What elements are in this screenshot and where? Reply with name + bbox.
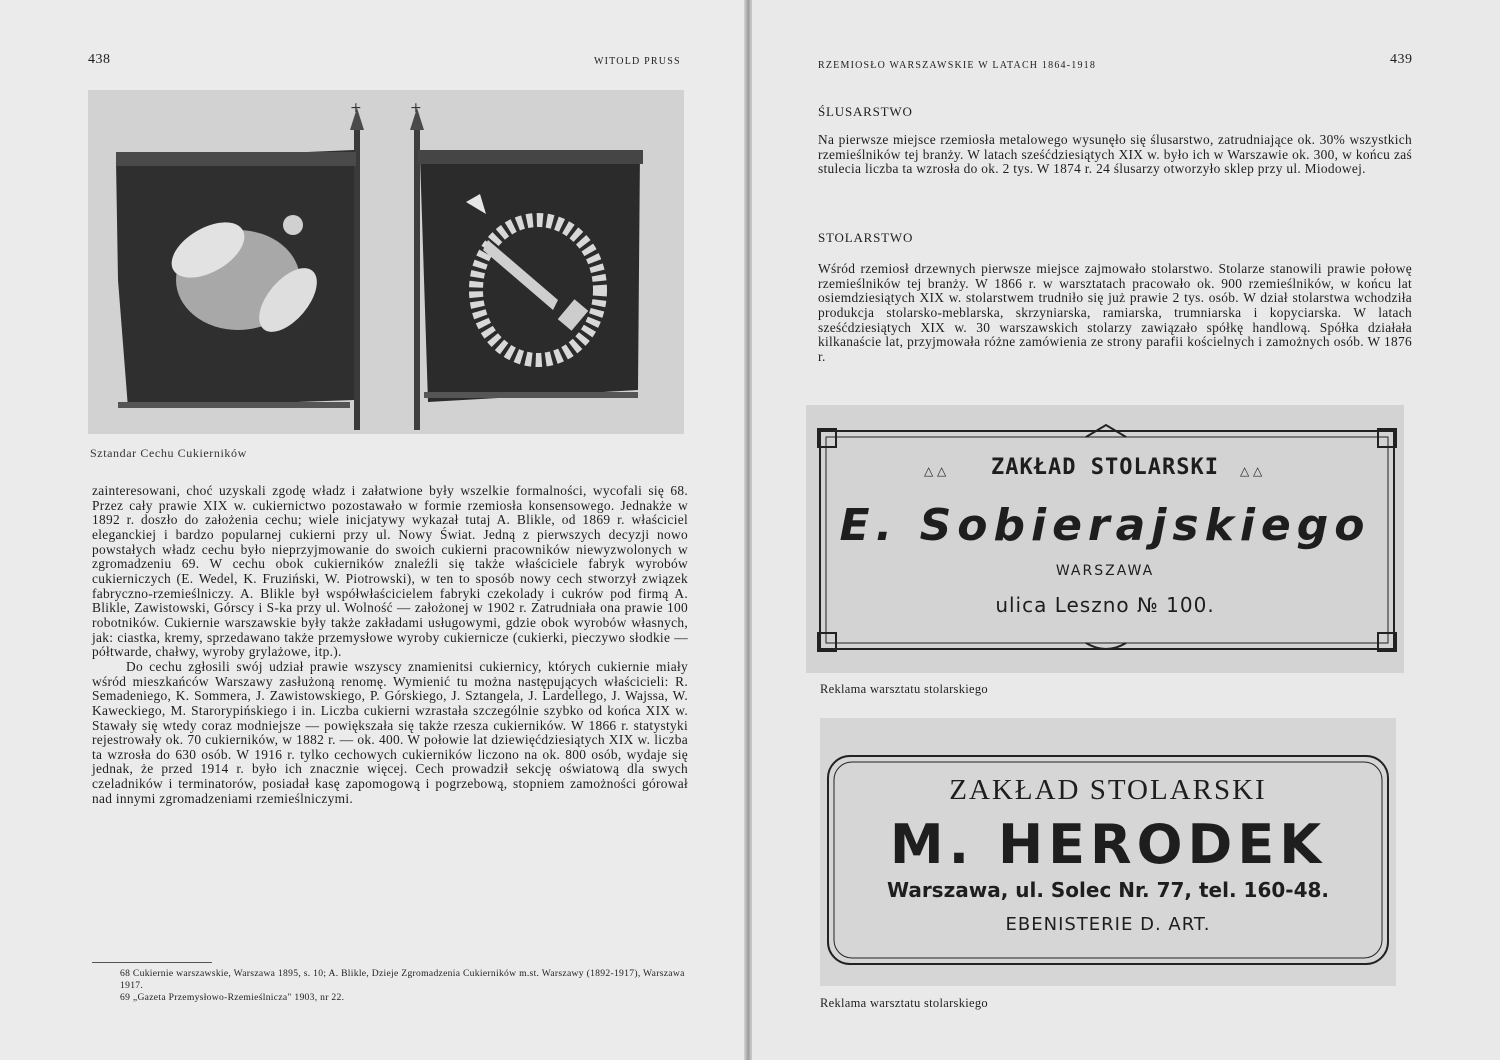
ad2-name: M. HERODEK (889, 813, 1327, 876)
ad2-caption: Reklama warsztatu stolarskiego (820, 996, 988, 1010)
ad1-title: ZAKŁAD STOLARSKI (991, 455, 1219, 480)
ad1-name: E. Sobierajskiego (839, 500, 1371, 551)
footnote-rule (92, 962, 212, 963)
section-heading-stolarstwo: STOLARSTWO (818, 230, 914, 245)
guild-banner-photo (88, 90, 684, 434)
svg-text:+: + (350, 100, 362, 116)
section-text-stolarstwo (818, 262, 1412, 365)
footnote-68: 68 Cukiernie warszawskie, Warszawa 1895, s. 10; A. Blikle, Dzieje Zgromadzenia Cukierników m.st. Warszawy (1892-1917), Warszawa 1917. (120, 968, 685, 991)
ad2-title: ZAKŁAD STOLARSKI (949, 774, 1267, 806)
svg-text:△ △: △ △ (924, 464, 947, 478)
ad1-city: WARSZAWA (1055, 563, 1155, 579)
left-body-text (92, 484, 688, 806)
ad1-street: ulica Leszno № 100. (995, 593, 1215, 617)
paragraph: Na pierwsze miejsce rzemiosła metalowego wysunęło się ślusarstwo, zatrudniające ok. 30% wszystkich rzemieślników tej branży. W latach sześćdziesiątych XIX w. było ich w Warszawie ok. 300, w końcu zaś stulecia liczba ta wzrosła do ok. 2 tys. W 1874 r. 24 ślusarzy otworzyło sklep przy ul. Miodowej. (818, 132, 1412, 177)
left-page (0, 0, 748, 1060)
figure-caption-banner: Sztandar Cechu Cukierników (90, 446, 247, 460)
running-head-left: WITOLD PRUSS (594, 56, 681, 67)
svg-text:△ △: △ △ (1240, 464, 1263, 478)
paragraph: Wśród rzemiosł drzewnych pierwsze miejsce zajmowało stolarstwo. Stolarze stanowili prawie połowę rzemieślników tej branży. W 1866 r. w warsztatach pracowało ok. 900 rzemieślników, w końcu lat osiemdziesiątych XIX w. stolarstwem trudniło się już prawie 2 tys. osób. W dział stolarstwa wchodziła produkcja stolarsko-meblarska, skrzyniarska, ramiarska, trumniarska i kopyciarska. W latach sześćdziesiątych XIX w. 30 warszawskich stolarzy zawiązało spółkę handlową. Spółka działała kilkanaście lat, przyjmowała różne zamówienia ze strony parafii kościelnych i zamożnych osób. W 1876 r. (818, 261, 1412, 364)
advertisement-herodek (820, 718, 1396, 986)
footnote-69: 69 „Gazeta Przemysłowo-Rzemieślnicza" 1903, nr 22. (120, 992, 345, 1003)
ad1-caption: Reklama warsztatu stolarskiego (820, 682, 988, 696)
paragraph: Do cechu zgłosili swój udział prawie wszyscy znamienitsi cukiernicy, których cukiernie miały wśród mieszkańców Warszawy zasłużoną renomę. Wymienić tu można następujących właścicieli: R. Semadeniego, K. Sommera, J. Zawistowskiego, P. Górskiego, J. Sztangela, J. Lardellego, J. Wajssa, W. Kaweckiego, M. Starorypińskiego i in. Liczba cukierni wzrastała szczególnie szybko od końca XIX w. Stawały się wtedy coraz modniejsze — powiększała się także rzesza cukierników. W 1866 r. statystyki rejestrowały ok. 70 cukierników, w 1882 r. — ok. 400. W połowie lat dziewięćdziesiątych XIX w. liczba ta wzrosła do 630 osób. W 1916 r. tylko cechowych cukierników liczono na ok. 800 osób, wydaje się jednak, że przed 1914 r. było ich znacznie więcej. Cech prowadził sekcję oświatową dla swych czeladników i terminatorów, posiadał kasę zapomogową i pogrzebową, stopniem zamożności górował nad innymi zgromadzeniami rzemieślniczymi. (92, 658, 688, 806)
ad2-extra: EBENISTERIE D. ART. (1005, 914, 1211, 935)
page-number-left: 438 (88, 52, 111, 67)
svg-text:+: + (410, 100, 422, 116)
section-text-slusarstwo (818, 133, 1412, 177)
section-heading-slusarstwo: ŚLUSARSTWO (818, 104, 913, 119)
page-number-right: 439 (1390, 52, 1413, 67)
footnotes (120, 968, 690, 1004)
paragraph: zainteresowani, choć uzyskali zgodę władz i załatwione były wszelkie formalności, wycofali się 68. Przez cały prawie XIX w. cukiernictwo pozostawało w formie rzemiosła konsensowego. Jednakże w 1892 r. doszło do założenia cechu; wiele inicjatywy wykazał tutaj A. Blikle, od 1869 r. właściciel eleganckiej i bardzo popularnej cukierni przy ul. Nowy Świat. Jedną z pierwszych decyzji nowo powstałych władz cechu było nieprzyjmowanie do swoich cukierni pracowników niewyzwolonych w zgromadzeniu 69. W cechu obok cukierników znaleźli się także właściciele fabryk wyrobów cukierniczych (E. Wedel, K. Fruziński, W. Piotrowski), w ten to sposób nowy cech stworzył związek fabryczno-rzemieślniczy. A. Blikle był współwłaścicielem fabryki czekolady i cukrów pod firmą A. Blikle, Zawistowski, Górscy i S-ka przy ul. Wolność — założonej w 1902 r. Zatrudniała ona prawie 100 robotników. Cukiernie warszawskie były także zakładami usługowymi, gdzie obok wyrobów własnych, jak: ciastka, kremy, sprzedawano także przemysłowe wyroby cukiernicze (cukierki, pieczywo słodkie — półtwarde, chałwy, wyroby grylażowe, itp.). (92, 483, 688, 660)
ad2-address: Warszawa, ul. Solec Nr. 77, tel. 160-48. (886, 878, 1330, 902)
advertisement-sobierajski (806, 405, 1404, 673)
running-head-right: RZEMIOSŁO WARSZAWSKIE W LATACH 1864-1918 (818, 60, 1097, 71)
